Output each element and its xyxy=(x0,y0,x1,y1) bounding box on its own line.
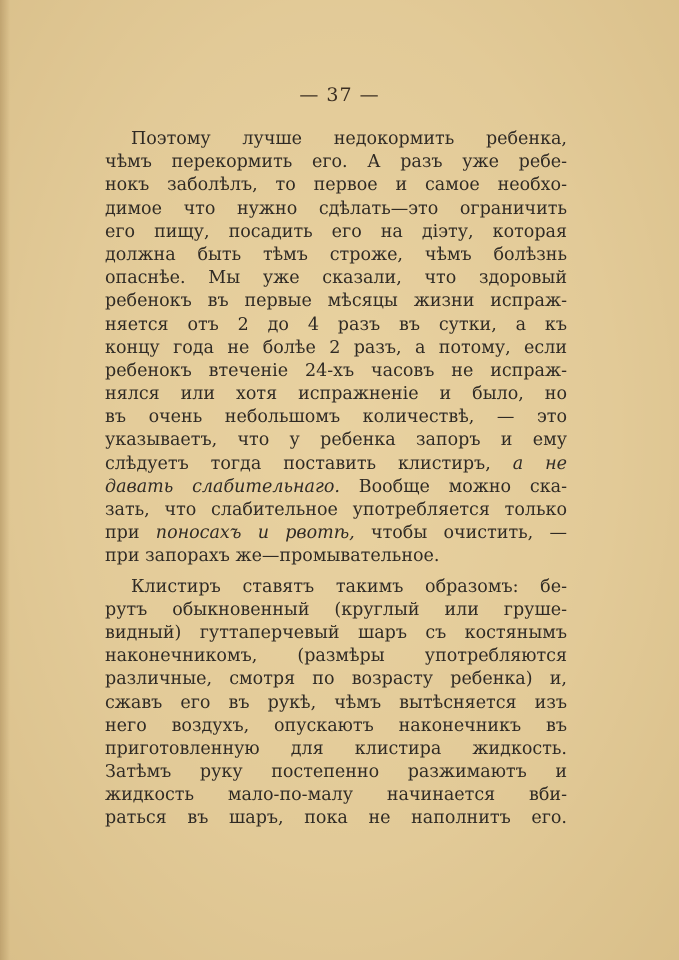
text-line: нялся или хотя испражненіе и было, но xyxy=(105,384,567,405)
text-line: ребенокъ втеченіе 24-хъ часовъ не испраж- xyxy=(105,360,567,381)
text-line: приготовленную для клистира жидкость. xyxy=(105,738,567,759)
text-line: при запорахъ же—промывательное. xyxy=(105,546,440,567)
text-line: давать слабительнаго. Вообще можно ска- xyxy=(105,476,567,497)
body-text xyxy=(105,128,567,831)
italic-text: а не xyxy=(512,453,567,474)
text-line: различные, смотря по возрасту ребенка) и, xyxy=(105,669,567,690)
text-line: въ очень небольшомъ количествѣ, — это xyxy=(105,407,567,428)
text-line: при поносахъ и рвотѣ, чтобы очистить, — xyxy=(105,523,567,544)
page-edge-shadow xyxy=(0,0,10,960)
italic-text: давать слабительнаго. xyxy=(105,476,340,497)
text-line: жидкость мало-по-малу начинается вби- xyxy=(105,785,567,806)
text-line: няется отъ 2 до 4 разъ въ сутки, а къ xyxy=(105,314,567,335)
text-line: видный) гуттаперчевый шаръ съ костянымъ xyxy=(105,622,567,643)
italic-text: поносахъ и рвотѣ, xyxy=(155,523,355,544)
text-line: Затѣмъ руку постепенно разжимаютъ и xyxy=(105,762,567,783)
text-line: опаснѣе. Мы уже сказали, что здоровый xyxy=(105,268,567,289)
text-line: сжавъ его въ рукѣ, чѣмъ вытѣсняется изъ xyxy=(105,692,567,713)
text-line: слѣдуетъ тогда поставить клистиръ, а не xyxy=(105,453,567,474)
text-line: Поэтому лучше недокормить ребенка, xyxy=(131,129,567,149)
paragraph-gap xyxy=(105,569,567,576)
text-line: концу года не болѣе 2 разъ, а потому, если xyxy=(105,337,567,358)
page-number: — 37 — xyxy=(299,84,380,106)
text-line: указываетъ, что у ребенка запоръ и ему xyxy=(105,430,567,451)
text-line: нокъ заболѣлъ, то первое и самое необхо- xyxy=(105,175,567,196)
text-line: Клистиръ ставятъ такимъ образомъ: бе- xyxy=(131,576,567,597)
text-line: димое что нужно сдѣлать—это ограничить xyxy=(105,198,567,219)
text-line: рутъ обыкновенный (круглый или груше- xyxy=(105,599,567,620)
text-line: раться въ шаръ, пока не наполнитъ его. xyxy=(105,808,567,829)
text-line: чѣмъ перекормить его. А разъ уже ребе- xyxy=(105,152,567,173)
text-line: должна быть тѣмъ строже, чѣмъ болѣзнь xyxy=(105,244,567,265)
text-line: наконечникомъ, (размѣры употребляются xyxy=(105,646,567,667)
text-line: ребенокъ въ первые мѣсяцы жизни испраж- xyxy=(105,291,567,312)
text-line: зать, что слабительное употребляется только xyxy=(105,500,567,520)
text-line: него воздухъ, опускаютъ наконечникъ въ xyxy=(105,715,567,736)
text-line: его пищу, посадить его на діэту, которая xyxy=(105,221,567,242)
